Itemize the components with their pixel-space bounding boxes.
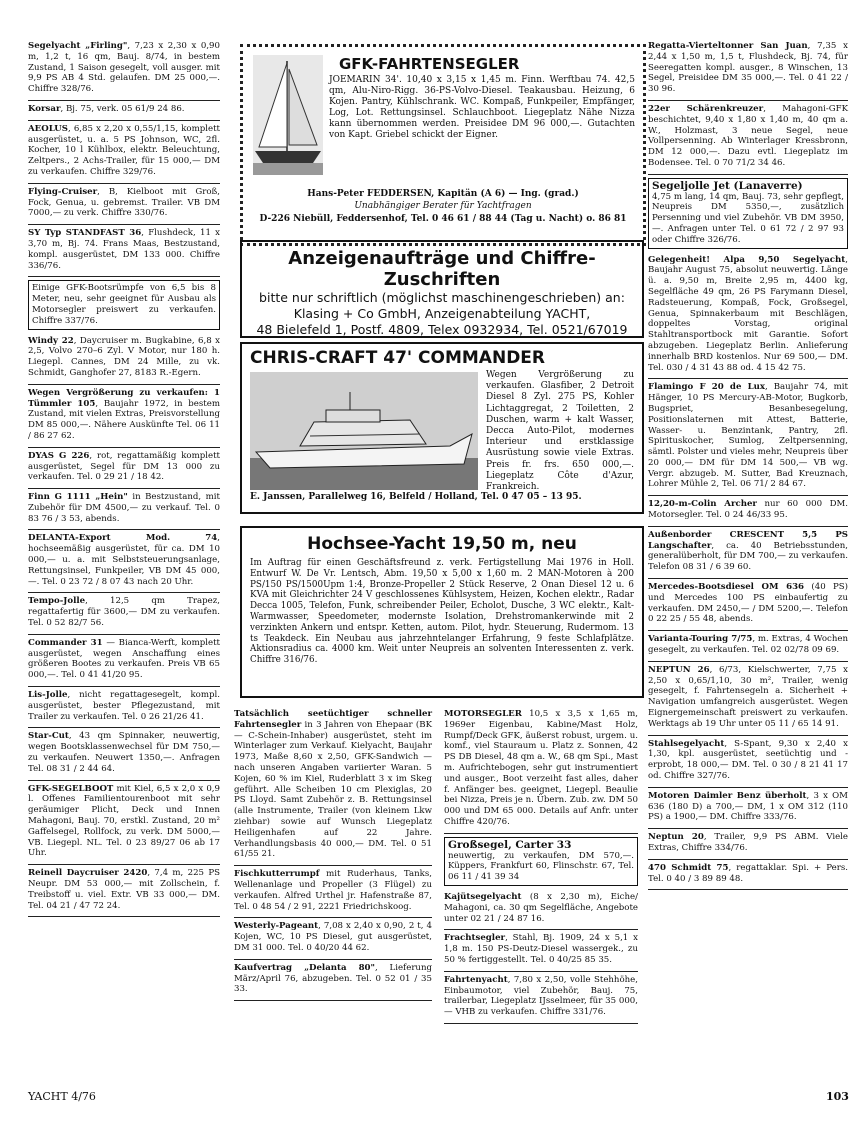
classified-ad: [648, 829, 848, 860]
ad-body: , 6/73, Kielschwerter, 7,75 x 2,50 x 0,65/1,10, 30 m², Trailer, wenig gesegelt, f. Fahrtensegeln a. Sicherheit + Navigation umfangreich ausgerüstet. Wegen Eignergemeinschaft preiswert zu verkaufen. Werktags ab 19 Uhr unter 05 11 / 65 14 91.: [648, 664, 848, 729]
classified-ad: [28, 865, 220, 917]
boxed-ad: [444, 837, 638, 886]
ad-body: in Bestzustand, mit Zubehör für DM 4500,— zu verkauf. Tel. 0 83 76 / 3 53, abends.: [28, 492, 220, 524]
ad-body: , ca. 40 Betriebsstunden, generalüberholt, für DM 700,— zu verkaufen. Telefon 08 31 / 6 39 60.: [648, 540, 848, 573]
classified-ad: [28, 225, 220, 277]
ad-body: , Lieferung März/April 76, abzugeben. Tel. 0 52 01 / 35 33.: [234, 962, 432, 995]
ad-headline: Gelegenheit! Alpa 9,50 Segelyacht: [648, 254, 846, 265]
ad-body: , Baujahr 1972, in bestem Zustand, mit vielen Extras, Preisvorstellung DM 85 000,—. Nähere Auskünfte Tel. 06 11 / 86 27 62.: [28, 398, 220, 441]
classified-ad: [648, 527, 848, 579]
ad-body: mit Kiel, 6,5 x 2,0 x 0,9 l. Offenes Familientourenboot mit sehr geräumiger Plicht, Deck und Innen Mahagoni, Bauj. 70, erstkl. Zustand, 20 m² Gaffelsegel, Rollfock, zu verk. DM 5000,— VB. Liegepl. NL. Tel. 0 23 89/27 06 ab 17 Uhr.: [28, 783, 220, 859]
anzeigen-line-1: bitte nur schriftlich (möglichst maschinengeschrieben) an:: [259, 290, 625, 305]
chriscraft-title: CHRIS-CRAFT 47' COMMANDER: [250, 348, 546, 368]
classified-ad: [648, 788, 848, 829]
classified-ad: [234, 706, 432, 866]
classified-ad: [444, 889, 638, 930]
ad-body: nur 60 000 DM. Motorsegler. Tel. 0 24 46/33 95.: [648, 499, 848, 521]
ad-headline: Tempo-Jolle: [28, 596, 86, 607]
ad-body: , 6,85 x 2,20 x 0,55/1,15, komplett ausgerüstet, u. a. 5 PS Johnson, WC, 2fl. Kocher, 10 l Kühlbox, elektr. Beleuchtung, Zeltpers., 2 Achs-Trailer, für 15 000,— DM zu verkaufen. Chiffre 329/76.: [28, 123, 220, 177]
ad-body: , 3 x OM 636 (180 D) a 700,— DM, 1 x OM 312 (110 PS) a 1900,— DM. Chiffre 333/76.: [648, 790, 848, 823]
page-number: 103: [826, 1090, 849, 1103]
classified-ad: [234, 918, 432, 959]
ad-headline: SY Typ STANDFAST 36: [28, 228, 142, 239]
fahrtensegler-ad: [240, 44, 646, 246]
ad-body: , nicht regattagesegelt, kompl. ausgerüstet, bester Pflegezustand, mit Trailer zu verkaufen. Tel. 0 26 21/26 41.: [28, 690, 220, 722]
classified-ad: [444, 972, 638, 1024]
ad-headline: Frachtsegler: [444, 933, 506, 944]
ad-headline: Flamingo F 20 de Lux: [648, 382, 766, 393]
boxed-ad-body: neuwertig, zu verkaufen, DM 570,—. Küppers, Frankfurt 60, Flinschstr. 67, Tel. 06 11 / 41 39 34: [448, 850, 634, 883]
ad-headline: Finn G 1111 „Hein": [28, 492, 128, 503]
hochsee-ad: [240, 526, 644, 698]
chriscraft-text: Wegen Vergrößerung zu verkaufen. Glasfiber, 2 Detroit Diesel 8 Zyl. 275 PS, Kohler Lichtaggregat, 2 Toiletten, 2 Duschen, warm + kalt Wasser, Decca Auto-Pilot, modernes Interieur und erstklassige Ausrüstung sowie viele Extras. Preis fr. frs. 650 000,—. Liegeplatz Côte d'Azur, Frankreich.: [486, 370, 634, 493]
ad-body: , 7,08 x 2,40 x 0,90, 2 t, 4 Kojen, WC, 10 PS Diesel, gut ausgerüstet, DM 31 000. Tel. 0 40/20 44 62.: [234, 921, 432, 953]
ad-headline: Kajütsegelyacht: [444, 891, 522, 902]
classified-ad: [28, 38, 220, 101]
ad-body: , Trailer, 9,9 PS ABM. Viele Extras, Chiffre 334/76.: [648, 832, 849, 853]
ad-body: , 7,23 x 2,30 x 0,90 m, 1,2 t, 16 qm, Bauj. 8/74, in bestem Zustand, 1 Saison gesegelt, voll ausger. mit 9,9 PS AB 4 Std. gelaufen. DM 25 000,—. Chiffre 328/76.: [28, 41, 220, 95]
ad-headline: AEOLUS: [28, 123, 68, 134]
classified-ad: [648, 252, 848, 380]
ad-body: mit Ruderhaus, Tanks, Wellenanlage und Propeller (3 Flügel) zu verkaufen. Alfred Urthel jr. Hafenstraße 87, Tel. 0 48 54 / 2 91, 2221 Friedrichskoog.: [234, 869, 432, 912]
ad-headline: Tatsächlich seetüchtiger schneller Fahrtensegler: [234, 709, 432, 730]
classified-ad: [28, 101, 220, 121]
ad-body: , Bj. 75, verk. 05 61/9 24 86.: [60, 103, 185, 114]
fahrtensegler-text: JOEMARIN 34'. 10,40 x 3,15 x 1,45 m. Finn. Werftbau 74. 42,5 qm, Alu-Niro-Rigg. 36-PS-Volvo-Diesel. Teakausbau. Heizung, 6 Kojen. Pantry, Kühlschrank. WC. Kompaß, Funkpeiler, Empfänger, Log, Lot. Rettungsinsel. Schlauchboot. Liegeplatz Nähe Nizza kann übernommen werden. Preisidee DM 96 000,—. Gutachten von Kapt. Griebel schickt der Eigner.: [329, 75, 635, 140]
ad-body: , m. Extras, 4 Wochen gesegelt, zu verkaufen. Tel. 02 02/78 09 69.: [648, 634, 848, 656]
ad-headline: Wegen Vergrößerung zu verkaufen: 1 Tümmler 105: [28, 387, 220, 409]
classified-ad: [234, 960, 432, 1001]
boxed-ad-head: Segeljolle Jet (Lanaverre): [652, 179, 803, 192]
ad-headline: 22er Schärenkreuzer: [648, 103, 764, 114]
ad-body: , Mahagoni-GFK beschichtet, 9,40 x 1,80 x 1,40 m, 40 qm a. W., Holzmast, 3 neue Segel, neue Vollpersenning. Ab Winterlager Kressbronn, DM 12 000,—. Dazu evtl. Liegeplatz im Bodensee. Tel. 0 70 71/2 34 46.: [648, 103, 848, 168]
ad-headline: 470 Schmidt 75: [648, 862, 729, 873]
page-footer-left: YACHT 4/76: [28, 1090, 96, 1103]
classified-ad: [444, 706, 638, 834]
ad-body: 10,5 x 3,5 x 1,65 m, 1969er Eigenbau, Kabine/Mast Holz, Rumpf/Deck GFK, äußerst robust, urgem. u. komf., viel Stauraum u. Platz z. Sonnen, 42 PS DB Diesel, 48 qm a. W., 68 qm Spi., Mast m. Aufrichtebogen, sehr gut instrumentiert und ausger., Boot verzeiht fast alles, daher f. Anfänger bes. geeignet, Liegepl. Beaulie bei Nizza, Preis je n. Übern. Zub. zw. DM 50 000 und DM 65 000. Details auf Anfr. unter Chiffre 420/76.: [444, 709, 638, 827]
ad-headline: Flying-Cruiser: [28, 186, 98, 197]
ad-body: (40 PS) und Mercedes 100 PS einbaufertig zu verkaufen. DM 2450,— / DM 5200,—. Telefon 0 22 25 / 55 48, abends.: [648, 582, 849, 625]
ad-body: , Daycruiser m. Bugkabine, 6,8 x 2,5, Volvo 270–6 Zyl. V Motor, nur 180 h. Liegepl. Cannes, DM 24 Mille, zu vk. Schmidt, Ganghofer 27, 8183 R.-Egern.: [28, 335, 221, 378]
ad-headline: Lis-Jolle: [28, 690, 68, 701]
classified-ad: [648, 579, 848, 631]
classified-ad: [444, 930, 638, 971]
ad-headline: Motoren Daimler Benz überholt: [648, 790, 807, 801]
ad-headline: Regatta-Vierteltonner San Juan: [648, 41, 808, 51]
boxed-ad: [28, 280, 220, 329]
ad-headline: Star-Cut: [28, 731, 69, 742]
ad-body: , 12,5 qm Trapez, regattafertig für 3600,— DM zu verkaufen. Tel. 0 52 82/7 56.: [28, 596, 220, 629]
classified-ad: [648, 662, 848, 736]
classified-ad: [28, 121, 220, 184]
classified-ad: [648, 631, 848, 662]
boxed-ad-body: 4,75 m lang, 14 qm, Bauj. 73, sehr gepflegt, Neupreis DM 5350,—, zusätzlich Persenning und viel Zubehör. VB DM 3950,—. Anfragen unter Tel. 0 61 72 / 2 97 93 oder Chiffre 326/76.: [652, 191, 844, 245]
ad-headline: Reinell Daycruiser 2420: [28, 868, 148, 879]
classified-ad: [28, 635, 220, 687]
ad-headline: MOTORSEGLER: [444, 709, 522, 719]
ad-headline: Windy 22: [28, 335, 74, 346]
classified-ad: [648, 38, 848, 101]
classified-ad: [648, 101, 848, 175]
ad-headline: GFK-SEGELBOOT: [28, 783, 114, 794]
ad-headline: Westerly-Pageant: [234, 921, 319, 932]
boxed-ad-head: Großsegel, Carter 33: [448, 838, 572, 851]
classified-ad: [648, 860, 848, 891]
anzeigen-title: Anzeigenaufträge und Chiffre-Zuschriften: [288, 248, 596, 290]
classified-ad: [28, 333, 220, 385]
hochsee-title: Hochsee-Yacht 19,50 m, neu: [307, 534, 577, 554]
ad-body: , hochseemäßig ausgerüstet, für ca. DM 10 000,— u. a. mit Selbststeuerungsanlage, Rettungsinsel, Funkpeiler, VB DM 45 000,—. Tel. 0 23 72 / 8 07 43 nach 20 Uhr.: [28, 533, 220, 587]
motoryacht-photo: [250, 372, 478, 490]
classified-ad: [28, 728, 220, 780]
ad-headline: Fahrtenyacht: [444, 974, 508, 985]
ad-body: , regattaklar. Spi. + Pers. Tel. 0 40 / 3 89 89 48.: [648, 862, 848, 884]
chriscraft-contact: E. Janssen, Parallelweg 16, Belfeld / Holland, Tel. 0 47 05 – 13 95.: [250, 492, 582, 502]
fahrtensegler-contact-2: Unabhängiger Berater für Yachtfragen: [354, 201, 532, 211]
ad-body: , B, Kielboot mit Groß, Fock, Genua, u. gebremst. Trailer. VB DM 7000,— zu verk. Chiffre 330/76.: [28, 186, 220, 219]
ad-body: , 7,80 x 2,50, volle Stehhöhe, Einbaumotor, viel Zubehör, Bauj. 75, trailerbar, Liegeplatz IJsselmeer, für 35 000,— VHB zu verkaufen. Chiffre 331/76.: [444, 974, 638, 1018]
classified-ad: [28, 530, 220, 593]
ad-headline: Segelyacht „Firling": [28, 41, 128, 51]
classified-ad: [648, 496, 848, 527]
ad-headline: DELANTA-Export Mod. 74: [28, 533, 218, 544]
ad-headline: 12,20-m-Colin Archer: [648, 499, 757, 510]
ad-headline: Außenborder CRESCENT 5,5 PS Langschafter: [648, 529, 848, 551]
classifieds-column-3: [444, 706, 638, 1024]
boxed-ad: [648, 178, 848, 249]
classified-ad: [28, 687, 220, 728]
ad-headline: Kaufvertrag „Delanta 80": [234, 962, 376, 973]
chriscraft-ad: [240, 342, 644, 514]
fahrtensegler-contact-1: Hans-Peter FEDDERSEN, Kapitän (A 6) — Ing. (grad.): [307, 189, 579, 199]
ad-body: in 3 Jahren von Ehepaar (BK — C-Schein-Inhaber) ausgerüstet, steht im Winterlager zum Verkauf. Kielyacht, Baujahr 1973, Maße 8,60 x 2,50, GFK-Sandwich — nach unseren Angaben variierter Waran. 5 Kojen, 60 % im Kiel, Ruderblatt 3 x im Skeg geführt. Alle Scheiben 10 cm Plexiglas, 20 PS Lloyd. Samt Zubehör z. B. Rettungsinsel (alle Instrumente, Trailer (von kleinem Lkw ziehbar) sowie auf Wunsch Liegeplatz Heiligenhafen auf 22 Jahre. Verhandlungsbasis 40 000,— DM. Tel. 0 51 61/55 21.: [234, 719, 432, 860]
ad-body: — Bianca-Werft, komplett ausgerüstet, wegen Anschaffung eines größeren Bootes zu verkaufen. Preis VB 65 000,—. Tel. 0 41 41/20 95.: [28, 637, 220, 681]
fahrtensegler-title: GFK-FAHRTENSEGLER: [339, 55, 520, 73]
ad-body: , 7,35 x 2,44 x 1,50 m, 1,5 t, Flushdeck, Bj. 74, für Seeregatten kompl. ausger., 8 Winschen, 13 Segel, Preisidee DM 35 000,—. Tel. 0 41 22 / 30 96.: [648, 41, 848, 95]
classified-ad: [28, 448, 220, 489]
classified-ad: [28, 385, 220, 448]
classifieds-column-1: [28, 38, 220, 917]
hochsee-text: Im Auftrag für einen Geschäftsfreund z. verk. Fertigstellung Mai 1976 in Holl. Entwurf W. De Vr. Lentsch, Abm. 19,50 x 5,00 x 1,60 m. 2 MAN-Motoren à 200 PS/150 PS/1500Upm 1:4, Bronze-Propeller 2 Stück Reserve, 2 Onan Diesel 12 u. 6 KVA mit Gleichrichter 24 V geschlossenes Kühlsystem, Heizen, Kochen elektr., Radar Decca 1005, Telefon, Funk, schreibender Peiler, Echolot, Dusche, 3 WC elektr., Kalt-Warmwasser, Speedometer, modernste Isolation, Drehstromankerwinde mit 2 verzinkten Ankern und entspr. Ketten, autom. Pilot, hydr. Steuerung, Rudermom. 13 ts Teakdeck. Ein Neubau aus jahrzehntelanger Erfahrung, 9 feste Schlafplätze. Aktionsradius ca. 4000 km. Weit unter Neupreis an solventen Interessenten z. verk. Chiffre 316/76.: [250, 558, 634, 666]
ad-headline: Mercedes-Bootsdiesel OM 636: [648, 582, 805, 593]
ad-headline: DYAS G 226: [28, 450, 90, 461]
ad-headline: Commander 31: [28, 637, 103, 648]
anzeigen-notice: [240, 240, 644, 338]
classified-ad: [28, 593, 220, 634]
fahrtensegler-contact-3: D-226 Niebüll, Feddersenhof, Tel. 0 46 61 / 88 44 (Tag u. Nacht) o. 86 81: [259, 214, 627, 224]
ad-body: , 43 qm Spinnaker, neuwertig, wegen Bootsklassenwechsel für DM 750,— zu verkaufen. Neuwert 1350,—. Anfragen Tel. 08 31 / 2 44 64.: [28, 731, 220, 774]
ad-body: , Baujahr August 75, absolut neuwertig. Länge ü. a. 9,50 m, Breite 2,95 m, 4400 kg, Segelfläche 49 qm, 26 PS Farymann Diesel, Radsteuerung, Kompaß, Fock, Großsegel, Genua, Spinnakerbaum mit Beschlägen, doppeltes Vorstag, original Stahltransportbock mit Garantie. Sofort abzugeben. Liegeplatz Berlin. Anlieferung innerhalb BRD kostenlos. Nur 69 500,— DM. Tel. 030 / 4 31 43 88 od. 4 15 42 75.: [648, 254, 848, 373]
ad-headline: Fischkutterrumpf: [234, 869, 320, 880]
classified-ad: [234, 866, 432, 918]
ad-body: , Flushdeck, 11 x 3,70 m, Bj. 74. Frans Maas, Bestzustand, kompl. ausgerüstet, DM 133 000. Chiffre 336/76.: [28, 228, 220, 271]
boxed-ad-text: Einige GFK-Bootsrümpfe von 6,5 bis 8 Meter, neu, sehr geeignet für Ausbau als Motorsegler preiswert zu verkaufen. Chiffre 337/76.: [32, 283, 216, 326]
classified-ad: [648, 736, 848, 788]
ad-headline: NEPTUN 26: [648, 664, 710, 675]
ad-body: , S-Spant, 9,30 x 2,40 x 1,30, kpl. ausgerüstet, seetüchtig und -erprobt, 18 000,— DM. Tel. 0 30 / 8 21 41 17 od. Chiffre 327/76.: [648, 738, 848, 782]
ad-body: , rot, regattamäßig komplett ausgerüstet, Segel für DM 13 000 zu verkaufen. Tel. 0 29 21 / 18 42.: [28, 450, 220, 483]
classifieds-column-2: [234, 706, 432, 1001]
classified-ad: [648, 379, 848, 496]
classifieds-column-4: [648, 38, 848, 890]
ad-body: , Baujahr 74, mit Hänger, 10 PS Mercury-AB-Motor, Bugkorb, Bugspriet, Besanbesegelung, Positionslaternen mit Attest, Batterie, Wasser- u. Benzintank, Pantry, 2fl. Spirituskocher, Sumlog, Zeltpersenning, sämtl. Polster und vieles mehr, Neupreis über 20 000,— DM für DM 14 500,— VB wg. Vergr. abzugeb. M. Sutter, Bad Kreuznach, Lohrer Mühle 2, Tel. 06 71/ 2 84 67.: [648, 382, 848, 490]
ad-headline: Neptun 20: [648, 832, 704, 843]
anzeigen-line-2: Klasing + Co GmbH, Anzeigenabteilung YACHT,: [293, 306, 591, 321]
ad-headline: Varianta-Touring 7/75: [648, 634, 753, 645]
classified-ad: [28, 489, 220, 530]
ad-body: , Stahl, Bj. 1909, 24 x 5,1 x 1,8 m. 150 PS-Deutz-Diesel wassergek., zu 50 % fertiggestellt. Tel. 0 40/25 85 35.: [444, 933, 638, 965]
sailboat-photo: [253, 55, 323, 175]
ad-body: , 7,4 m, 225 PS Neupr. DM 53 000,— mit Zollschein, f. Treibstoff u. viel. Extr. VB 33 000,— DM. Tel. 04 21 / 47 72 24.: [28, 868, 220, 911]
ad-headline: Stahlsegelyacht: [648, 738, 725, 749]
ad-body: (8 x 2,30 m), Eiche/ Mahagoni, ca. 30 qm Segelfläche, Angebote unter 02 21 / 24 87 16.: [444, 891, 638, 924]
anzeigen-line-3: 48 Bielefeld 1, Postf. 4809, Telex 0932934, Tel. 0521/67019: [256, 322, 628, 337]
classified-ad: [28, 184, 220, 225]
classified-ad: [28, 781, 220, 866]
ad-headline: Korsar: [28, 103, 61, 114]
